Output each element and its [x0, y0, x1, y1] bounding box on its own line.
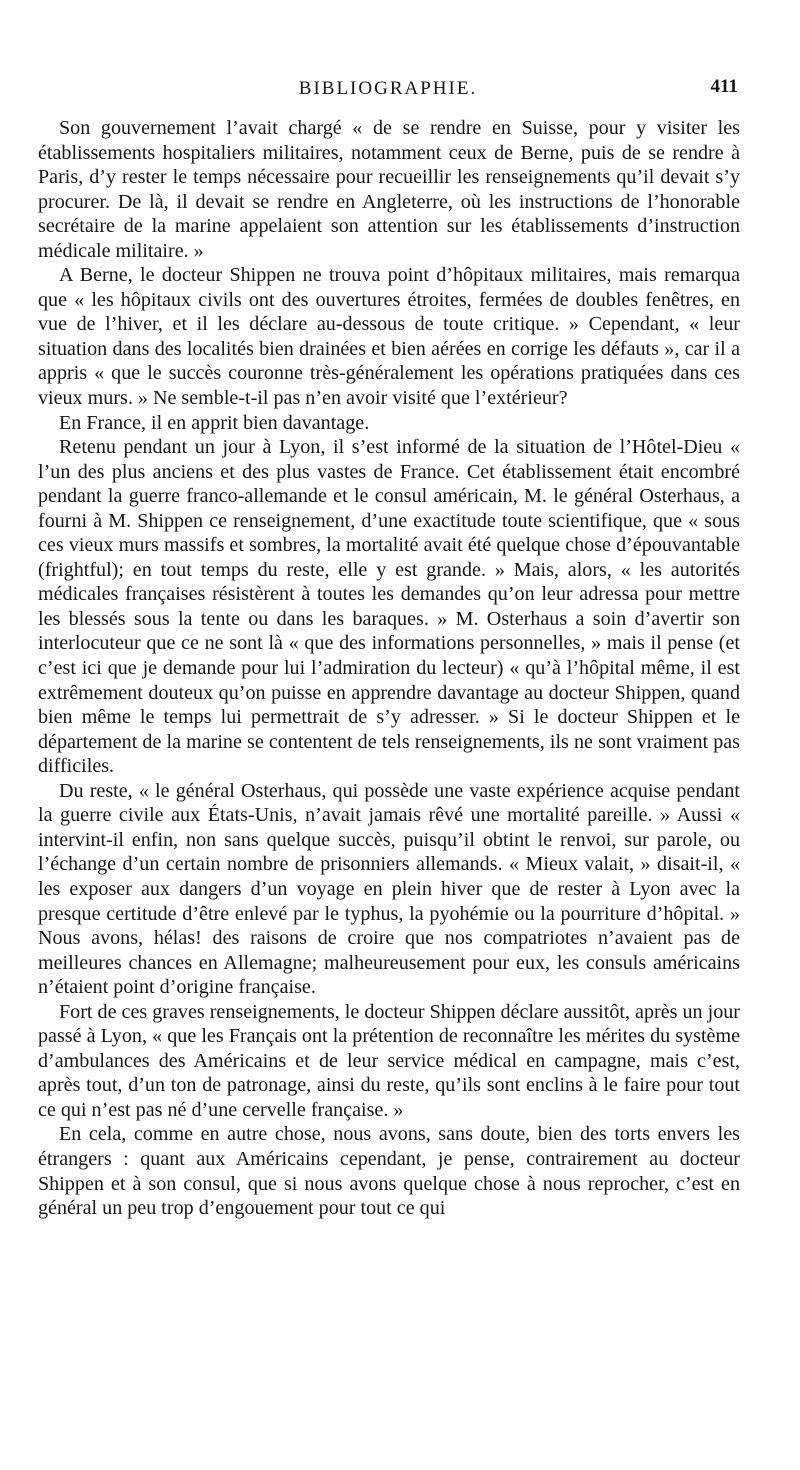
body-text: [38, 116, 740, 1221]
running-title: BIBLIOGRAPHIE.: [298, 78, 478, 99]
paragraph: En France, il en apprit bien davantage.: [59, 411, 370, 434]
paragraph: Fort de ces graves renseignements, le docteur Shippen déclare aussitôt, après un jour passé à Lyon, « que les Français ont la prétention de reconnaître les mérites du système d’ambulances des Américains et de leur service médical en campagne, mais c’est, après tout, d’un ton de patronage, ainsi du reste, qu’ils sont enclins à le faire pour tout ce qui n’est pas né d’une cervelle française. »: [38, 1000, 740, 1121]
page-header: [38, 76, 738, 106]
paragraph: Son gouvernement l’avait chargé « de se rendre en Suisse, pour y visiter les établissements hospitaliers militaires, notamment ceux de Berne, puis de se rendre à Paris, d’y rester le temps nécessaire pour recueillir les renseignements qu’il devait s’y procurer. De là, il devait se rendre en Angleterre, où les instructions de l’honorable secrétaire de la marine appelaient son attention sur les établissements d’instruction médicale militaire. »: [38, 117, 740, 262]
paragraph: A Berne, le docteur Shippen ne trouva point d’hôpitaux militaires, mais remarqua que « les hôpitaux civils ont des ouvertures étroites, fermées de doubles fenêtres, en vue de l’hiver, et il les déclare au-dessous de toute critique. » Cependant, « leur situation dans des localités bien drainées et bien aérées en corrige les défauts », car il a appris « que le succès couronne très-généralement les opérations pratiquées dans ces vieux murs. » Ne semble-t-il pas n’en avoir visité que l’extérieur?: [38, 264, 740, 410]
paragraph: Du reste, « le général Osterhaus, qui possède une vaste expérience acquise pendant la guerre civile aux États-Unis, n’avait jamais rêvé une mortalité pareille. » Aussi « intervint-il enfin, non sans quelque succès, puisqu’il obtint le renvoi, sur parole, ou l’échange d’un certain nombre de prisonniers allemands. « Mieux valait, » disait-il, « les exposer aux dangers d’un voyage en plein hiver que de rester à Lyon avec la presque certitude d’être enlevé par le typhus, la pyohémie ou la pourriture d’hôpital. » Nous avons, hélas! des raisons de croire que nos compatriotes n’avaient pas de meilleures chances en Allemagne; malheureusement pour eux, les consuls américains n’étaient point d’origine française.: [38, 779, 740, 999]
paragraph: Retenu pendant un jour à Lyon, il s’est informé de la situation de l’Hôtel-Dieu « l’un des plus anciens et des plus vastes de France. Cet établissement était encombré pendant la guerre franco-allemande et le consul américain, M. le général Osterhaus, a fourni à M. Shippen ce renseignement, d’une exactitude toute scientifique, que « sous ces vieux murs massifs et sombres, la mortalité avait été quelque chose d’épouvantable (frightful); en tout temps du reste, elle y est grande. » Mais, alors, « les autorités médicales françaises résistèrent à toutes les demandes qu’on leur adressa pour mettre les blessés sous la tente ou dans les baraques. » M. Osterhaus a soin d’avertir son interlocuteur que ce ne sont là « que des informations personnelles, » mais il pense (et c’est ici que je demande pour lui l’admiration du lecteur) « qu’à l’hôpital même, il est extrêmement douteux qu’on puisse en apprendre davantage au docteur Shippen, quand bien même le temps lui permettrait de s’y adresser. » Si le docteur Shippen et le département de la marine se contentent de tels renseignements, ils ne sont vraiment pas difficiles.: [38, 436, 740, 778]
page-number: 411: [710, 76, 738, 97]
paragraph: En cela, comme en autre chose, nous avons, sans doute, bien des torts envers les étrangers : quant aux Américains cependant, je pense, contrairement au docteur Shippen et à son consul, que si nous avons quelque chose à nous reprocher, c’est en général un peu trop d’engouement pour tout ce qui: [38, 1123, 740, 1220]
